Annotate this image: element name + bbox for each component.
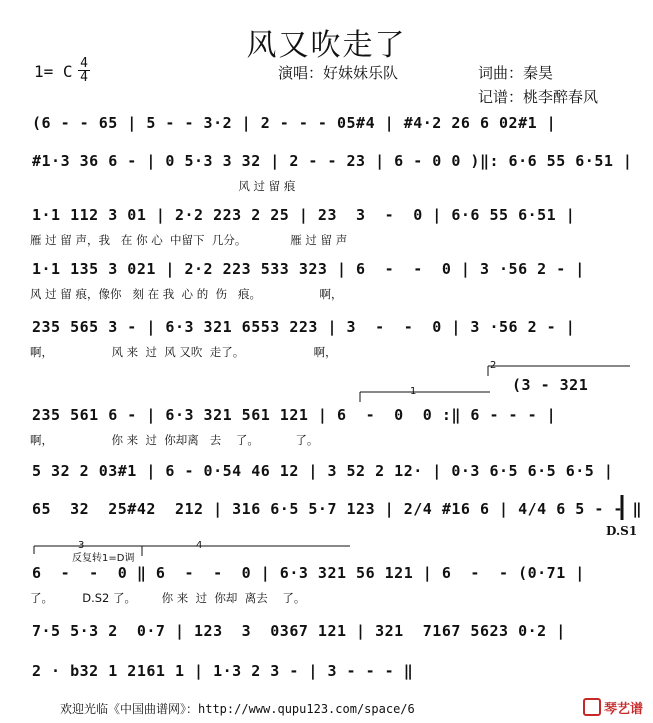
singer-credit: 演唱：好妹妹乐队 xyxy=(278,64,399,82)
score-row-8: 65 32 25#42 212 | 316 6·5 5·7 123 | 2/4 #16 6 | 4/4 6 5 - - ‖ xyxy=(32,500,642,518)
time-sig-bottom: 4 xyxy=(78,70,90,84)
volta-1-label: 1 xyxy=(410,386,417,397)
lyrics-row-2: 风 过 留 痕 xyxy=(30,179,296,193)
volta-3-label: 3 xyxy=(78,540,85,551)
time-signature xyxy=(78,57,90,84)
score-row-4: 1·1 135 3 021 | 2·2 223 533 323 | 6 - - 0 | 3 ·56 2 - | xyxy=(32,260,585,278)
lyrics-row-6: 啊， 你 来 过 你却离 去 了。 了。 xyxy=(30,433,319,447)
score-row-10: 7·5 5·3 2 0·7 | 123 3 0367 121 | 321 7167 5623 0·2 | xyxy=(32,622,566,640)
lyrics-row-5: 啊， 风 来 过 风 又吹 走了。 啊， xyxy=(30,345,337,359)
volta-2-label: 2 xyxy=(490,360,497,371)
site-logo xyxy=(583,698,643,717)
score-row-2: #1·3 36 6 - | 0 5·3 3 32 | 2 - - 23 | 6 - 0 0 )‖: 6·6 55 6·51 | xyxy=(32,152,633,170)
lyrics-row-9: 了。 D.S2 了。 你 来 过 你却 离去 了。 xyxy=(30,591,306,605)
volta-4-label: 4 xyxy=(196,540,203,551)
logo-icon xyxy=(583,698,601,716)
transcriber-credit: 记谱：桃李醉春风 xyxy=(478,88,599,106)
footer-text: 欢迎光临《中国曲谱网》：http://www.qupu123.com/space/6 xyxy=(60,702,415,716)
key-signature: 1= C xyxy=(34,62,73,81)
intro-2: (3 - 321 xyxy=(512,376,589,394)
song-title: 风又吹走了 xyxy=(246,28,407,63)
lyrics-row-3: 雁 过 留 声，我 在 你 心 中留下 几分。 雁 过 留 声 xyxy=(30,233,348,247)
score-row-5: 235 565 3 - | 6·3 321 6553 223 | 3 - - 0 | 3 ·56 2 - | xyxy=(32,318,576,336)
lyrics-row-4: 风 过 留 痕，像你 刻 在 我 心 的 伤 痕。 啊， xyxy=(30,287,343,301)
score-row-7: 5 32 2 03#1 | 6 - 0·54 46 12 | 3 52 2 12· | 0·3 6·5 6·5 6·5 | xyxy=(32,462,614,480)
time-sig-top: 4 xyxy=(80,56,88,71)
score-row-9: 6 - - 0 ‖ 6 - - 0 | 6·3 321 56 121 | 6 - - (0·71 | xyxy=(32,564,585,582)
modulation-note: 反复转1=D调 xyxy=(72,553,135,564)
composer-credit: 词曲：秦昊 xyxy=(478,64,554,82)
ds1-marker: D.S1 xyxy=(606,524,638,538)
score-row-1: (6 - - 65 | 5 - - 3·2 | 2 - - - 05#4 | #4·2 26 6 02#1 | xyxy=(32,114,557,132)
score-row-11: 2 · b32 1 2161 1 | 1·3 2 3 - | 3 - - - ‖ xyxy=(32,662,414,680)
logo-text: 琴艺谱 xyxy=(603,702,643,717)
score-row-3: 1·1 112 3 01 | 2·2 223 2 25 | 23 3 - 0 | 6·6 55 6·51 | xyxy=(32,206,576,224)
score-row-6: 235 561 6 - | 6·3 321 561 121 | 6 - 0 0 :‖ 6 - - - | xyxy=(32,406,557,424)
